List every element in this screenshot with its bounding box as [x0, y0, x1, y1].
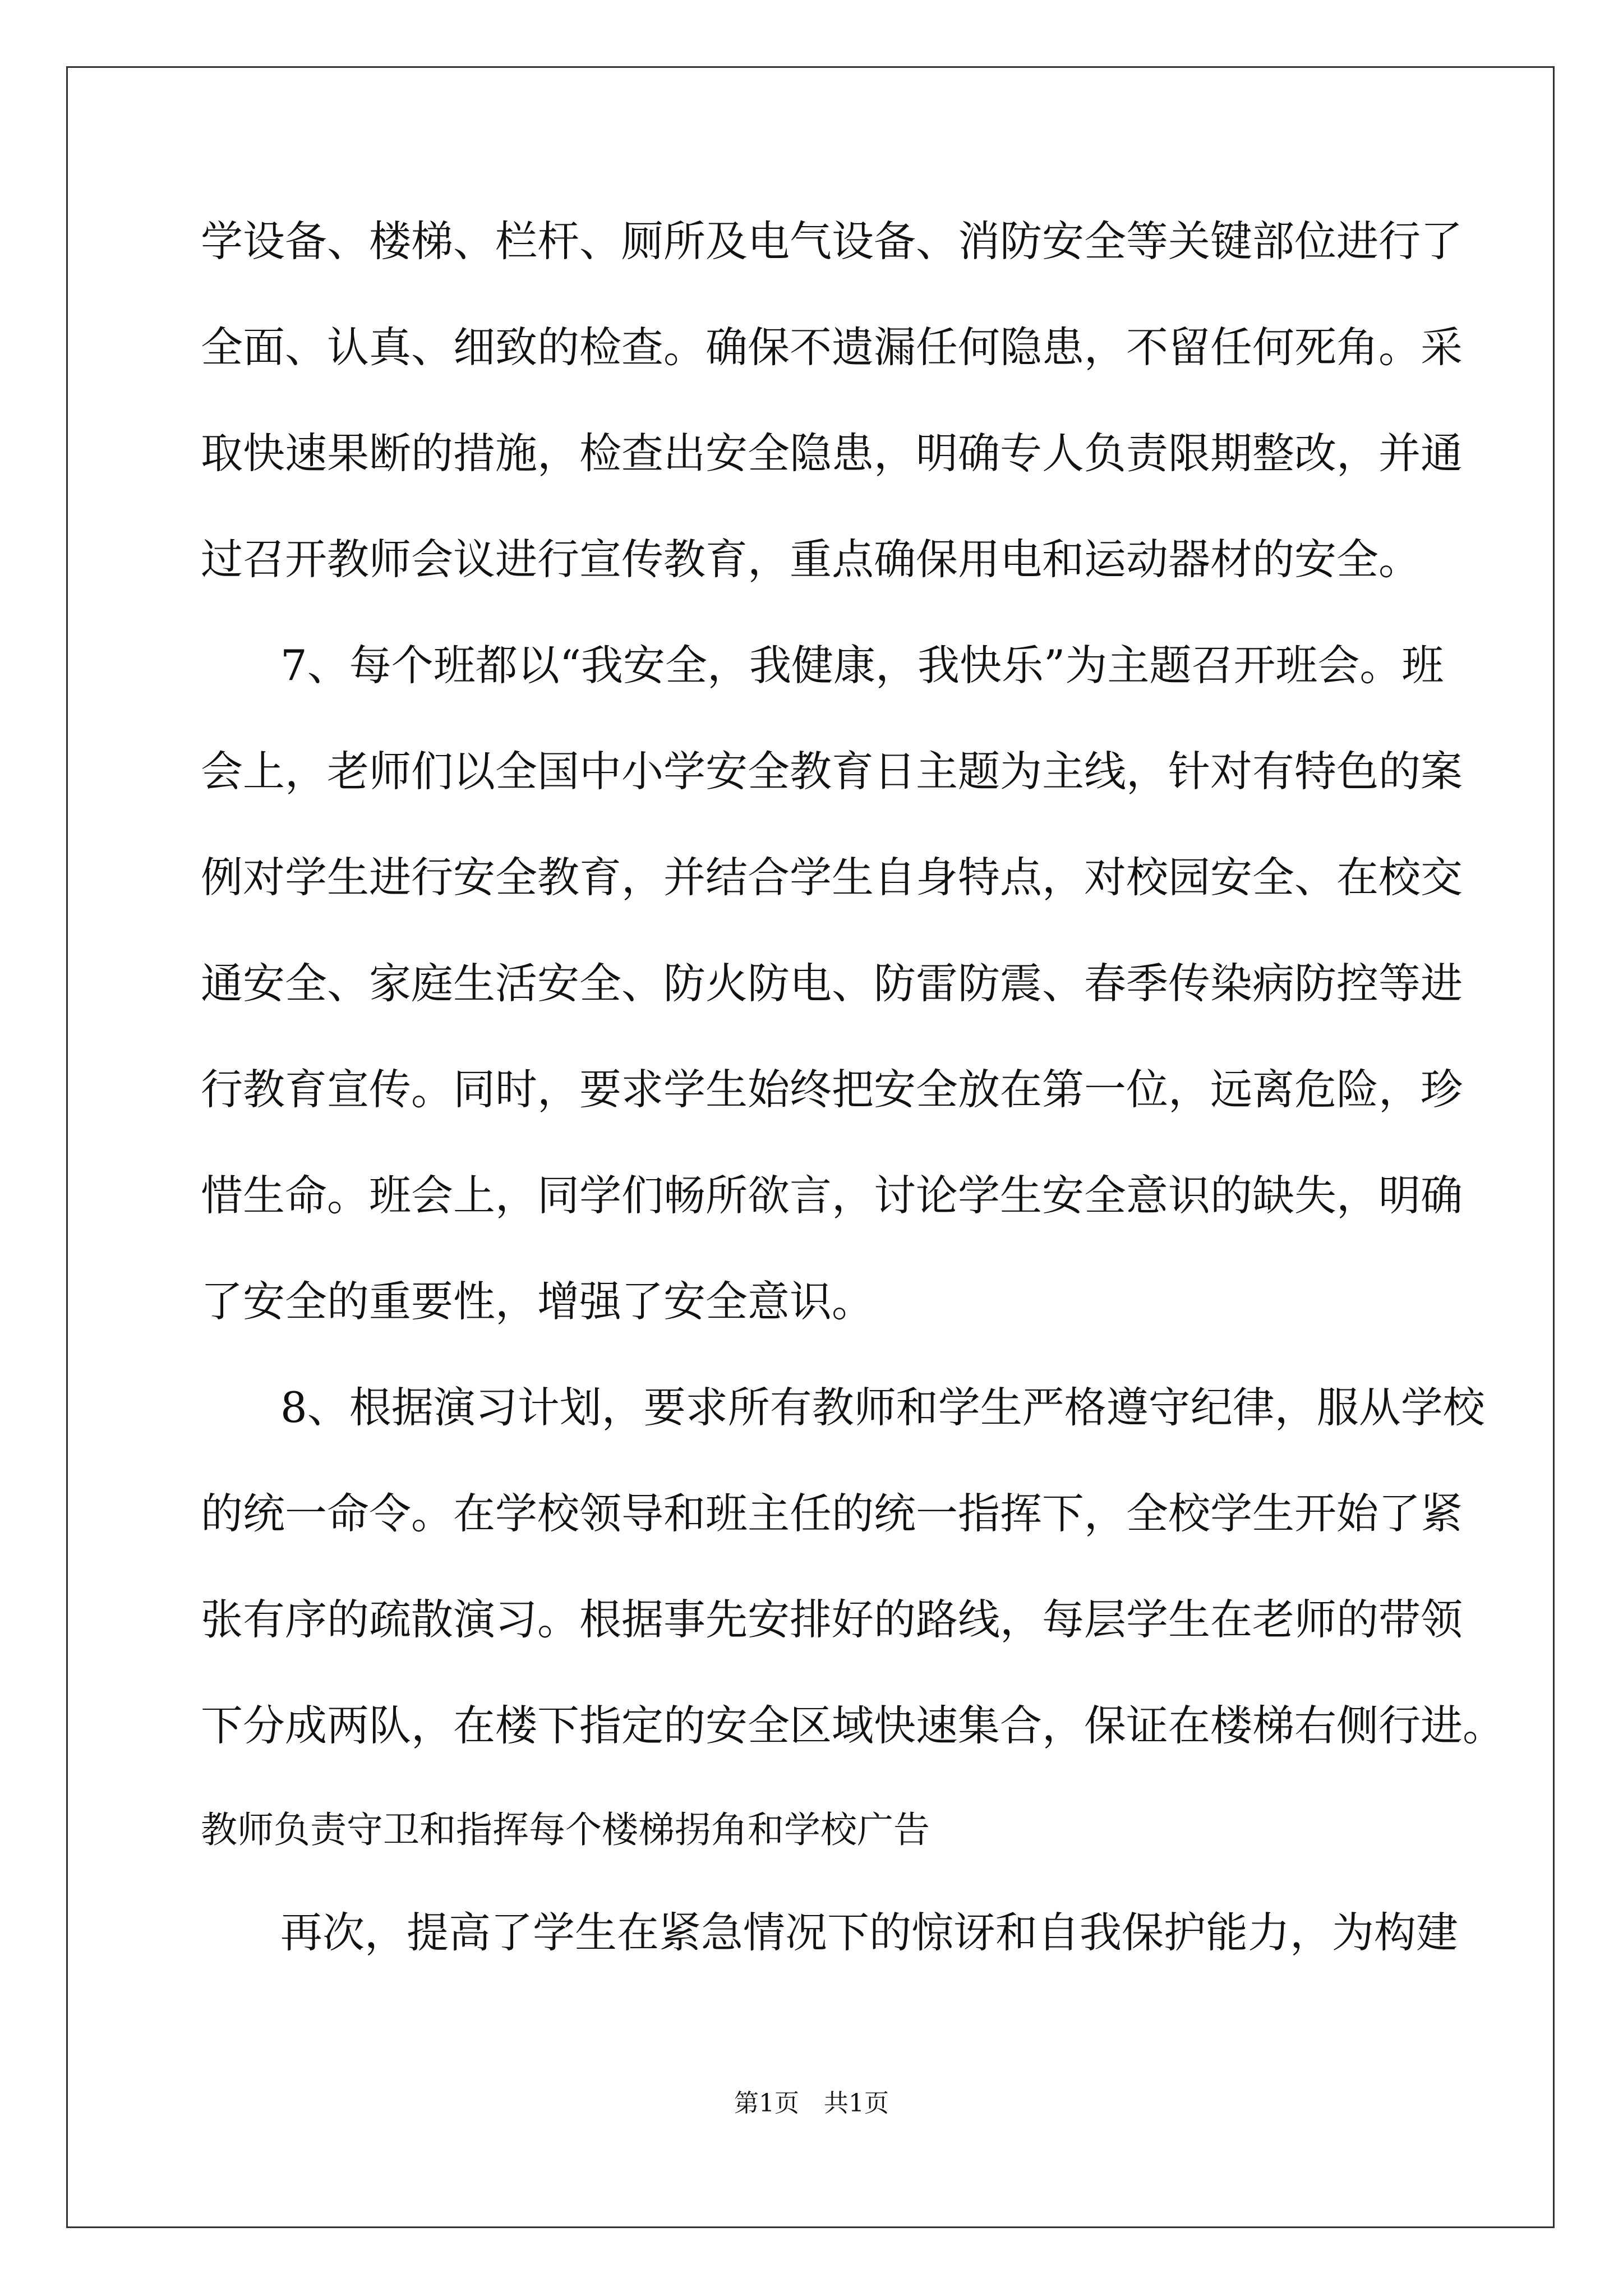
body-line-11: 了安全的重要性，增强了安全意识。 [201, 1277, 874, 1326]
body-line-4: 过召开教师会议进行宣传教育，重点确保用电和运动器材的安全。 [201, 535, 1421, 584]
page-border [66, 66, 1555, 2228]
body-line-15: 下分成两队，在楼下指定的安全区域快速集合，保证在楼梯右侧行进。 [201, 1701, 1505, 1750]
paragraph-7-first-line: 7、每个班都以“我安全，我健康，我快乐”为主题召开班会。班 [280, 641, 1444, 690]
page-number-label: 第1页 [734, 2089, 799, 2118]
body-line-1: 学设备、楼梯、栏杆、厕所及电气设备、消防安全等关键部位进行了 [201, 217, 1463, 266]
body-line-10: 惜生命。班会上，同学们畅所欲言，讨论学生安全意识的缺失，明确 [201, 1171, 1463, 1220]
body-line-14: 张有序的疏散演习。根据事先安排好的路线，每层学生在老师的带领 [201, 1595, 1463, 1644]
body-line-16: 教师负责守卫和指挥每个楼梯拐角和学校广告 [201, 1809, 930, 1851]
body-line-3: 取快速果断的措施，检查出安全隐患，明确专人负责限期整改，并通 [201, 429, 1463, 478]
body-line-6: 会上，老师们以全国中小学安全教育日主题为主线，针对有特色的案 [201, 747, 1463, 796]
page-footer [0, 2087, 1623, 2120]
body-line-13: 的统一命令。在学校领导和班主任的统一指挥下，全校学生开始了紧 [201, 1489, 1463, 1538]
body-line-8: 通安全、家庭生活安全、防火防电、防雷防震、春季传染病防控等进 [201, 959, 1463, 1008]
body-line-2: 全面、认真、细致的检查。确保不遗漏任何隐患，不留任何死角。采 [201, 323, 1463, 372]
body-line-7: 例对学生进行安全教育，并结合学生自身特点，对校园安全、在校交 [201, 853, 1463, 902]
paragraph-last-first-line: 再次，提高了学生在紧急情况下的惊讶和自我保护能力，为构建 [280, 1908, 1459, 1957]
paragraph-8-first-line: 8、根据演习计划，要求所有教师和学生严格遵守纪律，服从学校 [280, 1383, 1485, 1432]
page-total-label: 共1页 [824, 2089, 889, 2118]
body-line-9: 行教育宣传。同时，要求学生始终把安全放在第一位，远离危险，珍 [201, 1065, 1463, 1114]
